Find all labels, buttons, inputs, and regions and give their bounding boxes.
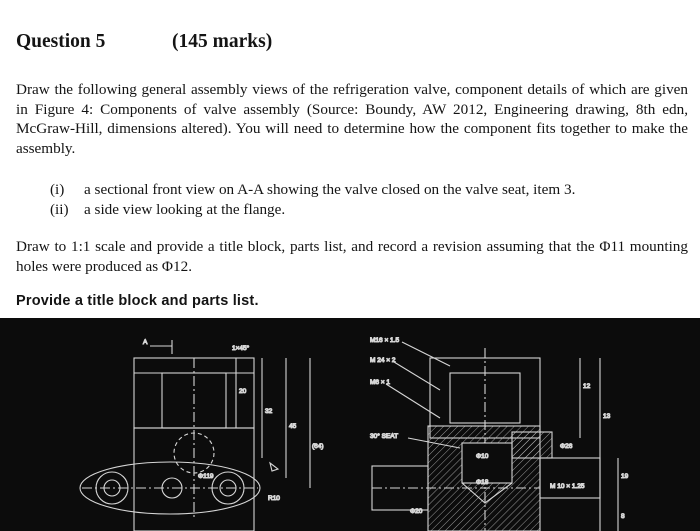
- dim-20: 20: [239, 388, 247, 395]
- callout-seat: 30° SEAT: [370, 433, 399, 440]
- view-number: (i): [50, 181, 65, 198]
- dim-64: (64): [312, 443, 324, 450]
- callout-m10: M 10 × 1.25: [550, 483, 585, 490]
- subheading: Provide a title block and parts list.: [16, 293, 259, 309]
- intro-paragraph: Draw the following general assembly views of the refrigeration valve, component details of which are given in Figure 4: Components of valve assembly (Source: Boundy, AW 2012, Engineering drawing, 8th edn, McGraw-Hill, dimensions altered). You will need to determine how the component fits together to make the assembly.: [16, 81, 688, 157]
- dim-119: Φ119: [198, 473, 214, 480]
- view-item: [50, 180, 690, 200]
- gland-hatch: [512, 432, 552, 458]
- leader-m6: [386, 384, 440, 418]
- view-text: a side view looking at the flange.: [84, 200, 286, 218]
- dim-phi26: Φ26: [560, 443, 573, 450]
- body-front-view: [80, 339, 324, 531]
- dim-13: 13: [603, 413, 611, 420]
- dim-12: 12: [583, 383, 591, 390]
- leader-m16: [402, 342, 450, 366]
- question-title: Question 5: [16, 31, 106, 52]
- dim-19: 19: [621, 473, 629, 480]
- section-label: A: [143, 339, 148, 346]
- dim-45: 45: [289, 423, 297, 430]
- dim-phi18: Φ18: [476, 479, 489, 486]
- valve-section-view: [370, 337, 629, 531]
- dim-phi20: Φ20: [410, 508, 423, 515]
- valve-chamber: [462, 443, 512, 483]
- outlet-nozzle: [540, 458, 600, 498]
- instructions-paragraph: Draw to 1:1 scale and provide a title block, parts list, and record a revision assuming that the Φ11 mounting holes were produced as Φ12.: [16, 238, 688, 275]
- dim-8: 8: [621, 513, 625, 520]
- callout-m16: M16 × 1.5: [370, 337, 400, 344]
- view-text: a sectional front view on A-A showing the valve closed on the valve seat, item 3.: [84, 181, 576, 198]
- question-marks: (145 marks): [172, 31, 273, 52]
- dim-32: 32: [265, 408, 273, 415]
- pointer-mark: [270, 463, 278, 471]
- view-number: (ii): [50, 200, 69, 218]
- callout-m6: M6 × 1: [370, 379, 391, 386]
- callout-m24: M 24 × 2: [370, 357, 396, 364]
- radius-callout: R10: [268, 495, 280, 502]
- component-drawing: [0, 318, 700, 531]
- views-list: [50, 180, 690, 219]
- leader-m24: [394, 362, 440, 390]
- dim-phi10: Φ10: [476, 453, 489, 460]
- chamfer-callout: 1×45°: [232, 345, 250, 352]
- drawing-canvas: [0, 318, 700, 531]
- view-item: [50, 200, 690, 220]
